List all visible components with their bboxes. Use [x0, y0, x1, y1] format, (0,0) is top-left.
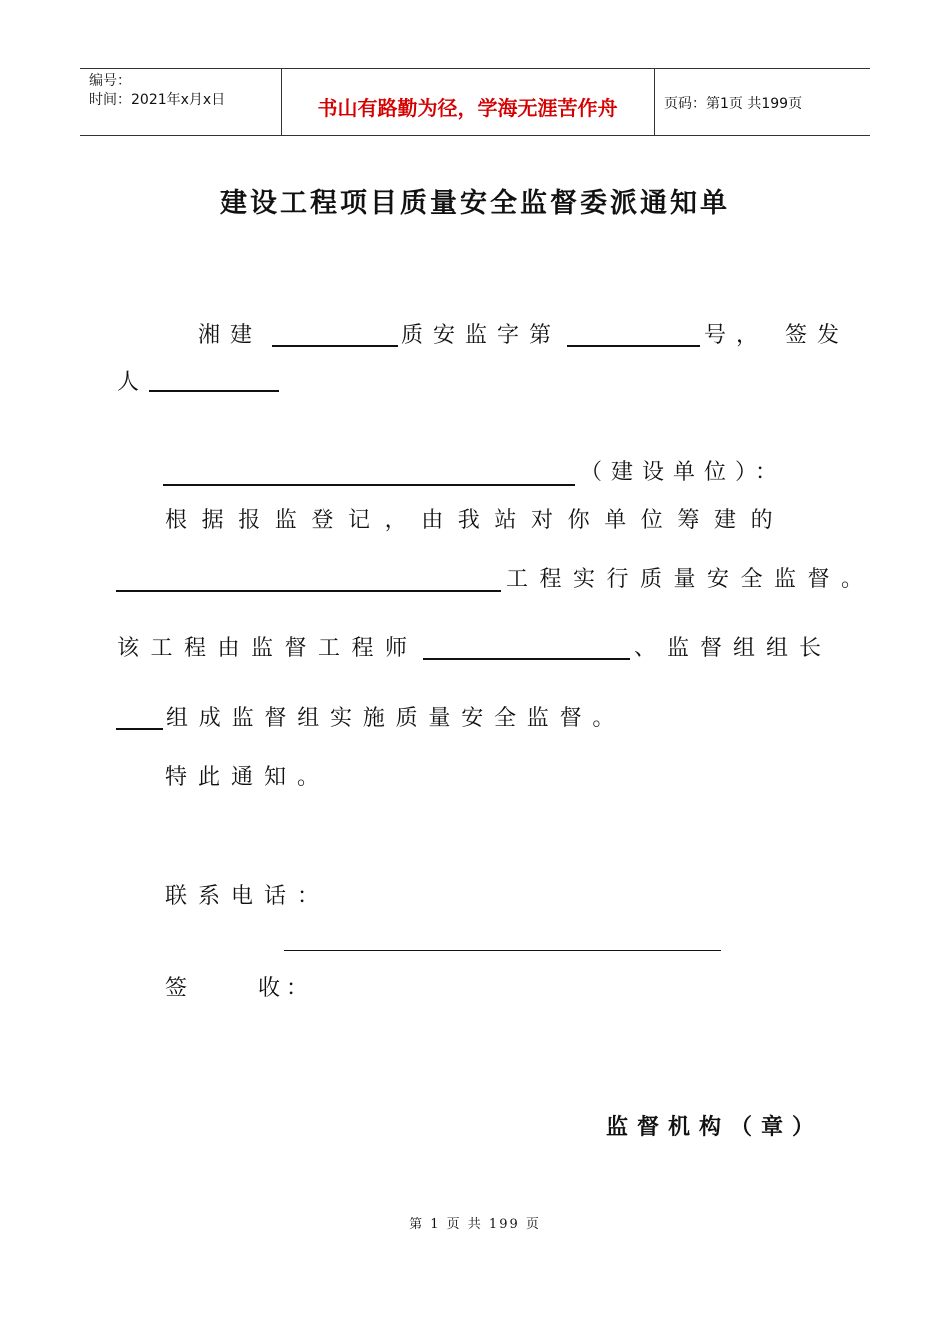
- blank-group-leader[interactable]: [116, 728, 163, 730]
- body-line4-suffix: 组成监督组实施质量安全监督。: [166, 706, 626, 731]
- blank-phone[interactable]: [284, 950, 721, 951]
- body-line3-prefix: 该工程由监督工程师: [117, 636, 419, 661]
- header-motto: 书山有路勤为径，学海无涯苦作舟: [317, 96, 618, 120]
- line1-suffix: 号， 签发: [704, 323, 849, 348]
- header-top-border: [80, 68, 870, 69]
- blank-jianzi-number[interactable]: [567, 345, 700, 347]
- blank-construction-unit[interactable]: [163, 484, 575, 486]
- blank-signer[interactable]: [149, 390, 279, 392]
- unit-label: （建设单位）：: [580, 460, 787, 485]
- blank-supervising-engineer[interactable]: [423, 658, 630, 660]
- blank-xiangjian-number[interactable]: [272, 345, 398, 347]
- header-divider-right: [654, 68, 655, 136]
- header-page-info: 页码：第1页 共199页: [664, 96, 803, 112]
- header-time-label: 时间：2021年x月x日: [89, 92, 226, 108]
- document-title: 建设工程项目质量安全监督委派通知单: [220, 188, 730, 219]
- sign-label: 签 收：: [165, 976, 314, 1001]
- line1-middle: 质安监字第: [401, 323, 562, 348]
- line2-prefix: 人: [117, 370, 150, 395]
- footer-page-number: 第 1 页 共 199 页: [409, 1217, 541, 1232]
- blank-project-name[interactable]: [116, 590, 501, 592]
- body-line1: 根据报监登记，由我站对你单位筹建的: [165, 508, 788, 533]
- notice-text: 特此通知。: [165, 765, 331, 790]
- header-number-label: 编号：: [89, 73, 131, 89]
- seal-label: 监督机构（章）: [606, 1114, 824, 1140]
- body-line2-suffix: 工程实行质量安全监督。: [506, 567, 875, 592]
- body-line3-suffix: 、监督组组长: [634, 636, 833, 661]
- header-bottom-border: [80, 135, 870, 136]
- phone-label: 联系电话：: [165, 884, 331, 909]
- line1-prefix: 湘建: [198, 323, 263, 348]
